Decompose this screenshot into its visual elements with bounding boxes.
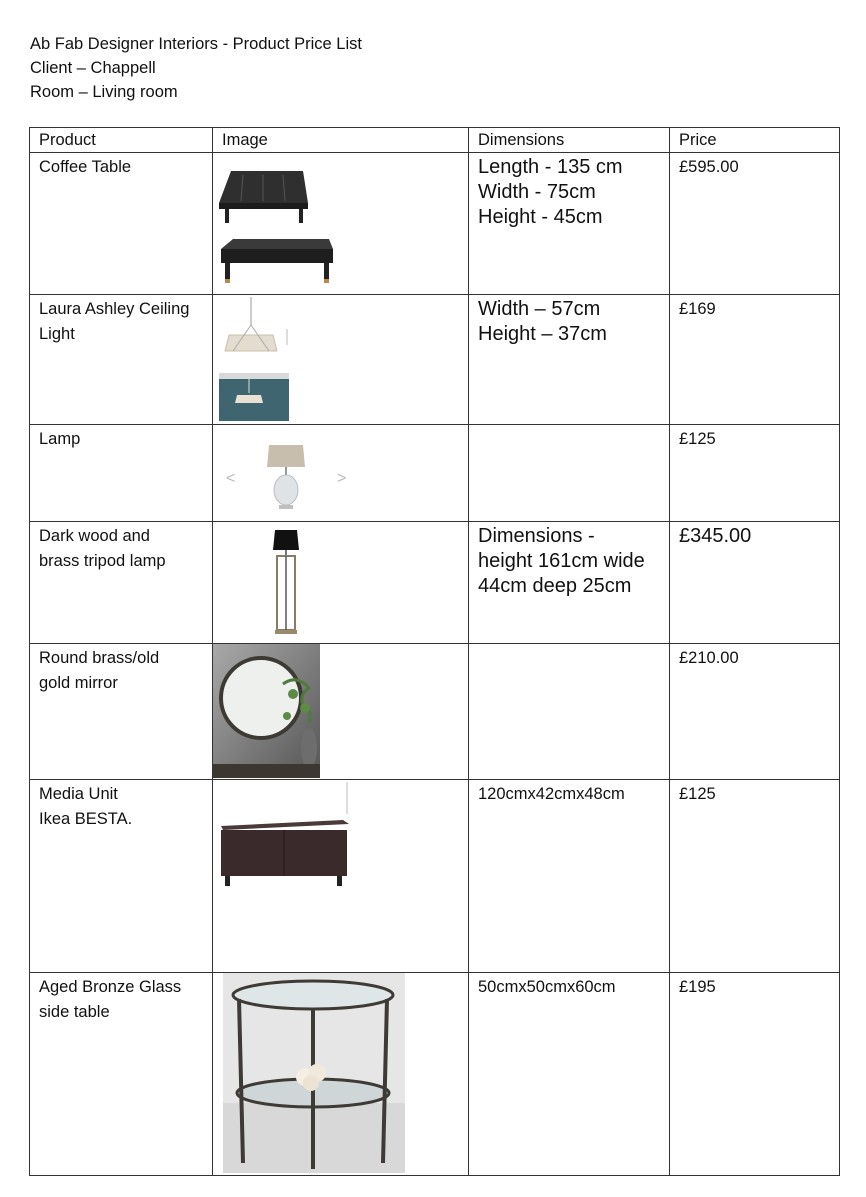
document-title: Ab Fab Designer Interiors - Product Price List xyxy=(30,35,362,53)
product-name: Ikea BESTA. xyxy=(39,810,133,828)
product-name: Light xyxy=(39,325,75,343)
client-line: Client – Chappell xyxy=(30,59,156,77)
dimensions-cell xyxy=(469,522,670,644)
dimensions-cell xyxy=(469,644,670,780)
table-row xyxy=(30,644,840,780)
price-cell xyxy=(670,644,840,780)
table-header-row xyxy=(30,128,840,153)
table-row xyxy=(30,425,840,522)
price-cell xyxy=(670,973,840,1176)
media-unit-image xyxy=(213,780,469,973)
table-row xyxy=(30,295,840,425)
dimension-line: Length - 135 cm xyxy=(478,156,623,178)
document-header xyxy=(30,32,362,104)
column-header-price: Price xyxy=(670,128,840,153)
column-header-dimensions: Dimensions xyxy=(469,128,670,153)
price-value: £345.00 xyxy=(679,525,752,547)
coffee-table-image xyxy=(213,153,469,295)
column-header-image: Image xyxy=(213,128,469,153)
price-list-table xyxy=(29,127,840,1176)
dimensions-cell xyxy=(469,425,670,522)
image-next-icon[interactable]: > xyxy=(337,470,347,487)
product-name: side table xyxy=(39,1003,110,1021)
dimension-line: height 161cm wide xyxy=(478,550,645,572)
ceiling-light-image xyxy=(213,295,469,425)
table-row xyxy=(30,522,840,644)
product-cell xyxy=(30,295,213,425)
price-cell xyxy=(670,425,840,522)
dimension-line: 44cm deep 25cm xyxy=(478,575,632,597)
product-cell xyxy=(30,522,213,644)
table-lamp-image xyxy=(213,425,469,522)
price-value: £195 xyxy=(679,978,716,996)
product-cell xyxy=(30,644,213,780)
column-header-product: Product xyxy=(30,128,213,153)
product-cell xyxy=(30,780,213,973)
product-name: brass tripod lamp xyxy=(39,552,166,570)
product-name: Laura Ashley Ceiling xyxy=(39,300,190,318)
table-row xyxy=(30,973,840,1176)
dimensions-cell xyxy=(469,153,670,295)
product-name: Dark wood and xyxy=(39,527,150,545)
dimensions-cell xyxy=(469,973,670,1176)
price-value: £595.00 xyxy=(679,158,739,176)
dimension-line: Height – 37cm xyxy=(478,323,607,345)
dimensions-cell xyxy=(469,780,670,973)
product-name: Aged Bronze Glass xyxy=(39,978,182,996)
product-name: Coffee Table xyxy=(39,158,132,176)
price-value: £169 xyxy=(679,300,716,318)
dimension-line: 120cmx42cmx48cm xyxy=(478,785,625,803)
product-cell xyxy=(30,973,213,1176)
price-value: £125 xyxy=(679,430,716,448)
product-name: Media Unit xyxy=(39,785,118,803)
price-value: £125 xyxy=(679,785,716,803)
side-table-image xyxy=(213,973,469,1176)
price-cell xyxy=(670,295,840,425)
product-name: gold mirror xyxy=(39,674,118,692)
price-value: £210.00 xyxy=(679,649,739,667)
price-cell xyxy=(670,780,840,973)
room-line: Room – Living room xyxy=(30,83,178,101)
table-row xyxy=(30,780,840,973)
table-row xyxy=(30,153,840,295)
price-cell xyxy=(670,522,840,644)
product-name: Round brass/old xyxy=(39,649,160,667)
image-prev-icon[interactable]: < xyxy=(226,470,236,487)
dimension-line: Dimensions - xyxy=(478,525,595,547)
dimensions-cell xyxy=(469,295,670,425)
floor-lamp-image xyxy=(213,522,469,644)
product-cell xyxy=(30,153,213,295)
price-cell xyxy=(670,153,840,295)
dimension-line: Height - 45cm xyxy=(478,206,603,228)
round-mirror-image xyxy=(213,644,469,780)
dimension-line: Width - 75cm xyxy=(478,181,596,203)
product-name: Lamp xyxy=(39,430,81,448)
product-cell xyxy=(30,425,213,522)
dimension-line: 50cmx50cmx60cm xyxy=(478,978,616,996)
dimension-line: Width – 57cm xyxy=(478,298,601,320)
